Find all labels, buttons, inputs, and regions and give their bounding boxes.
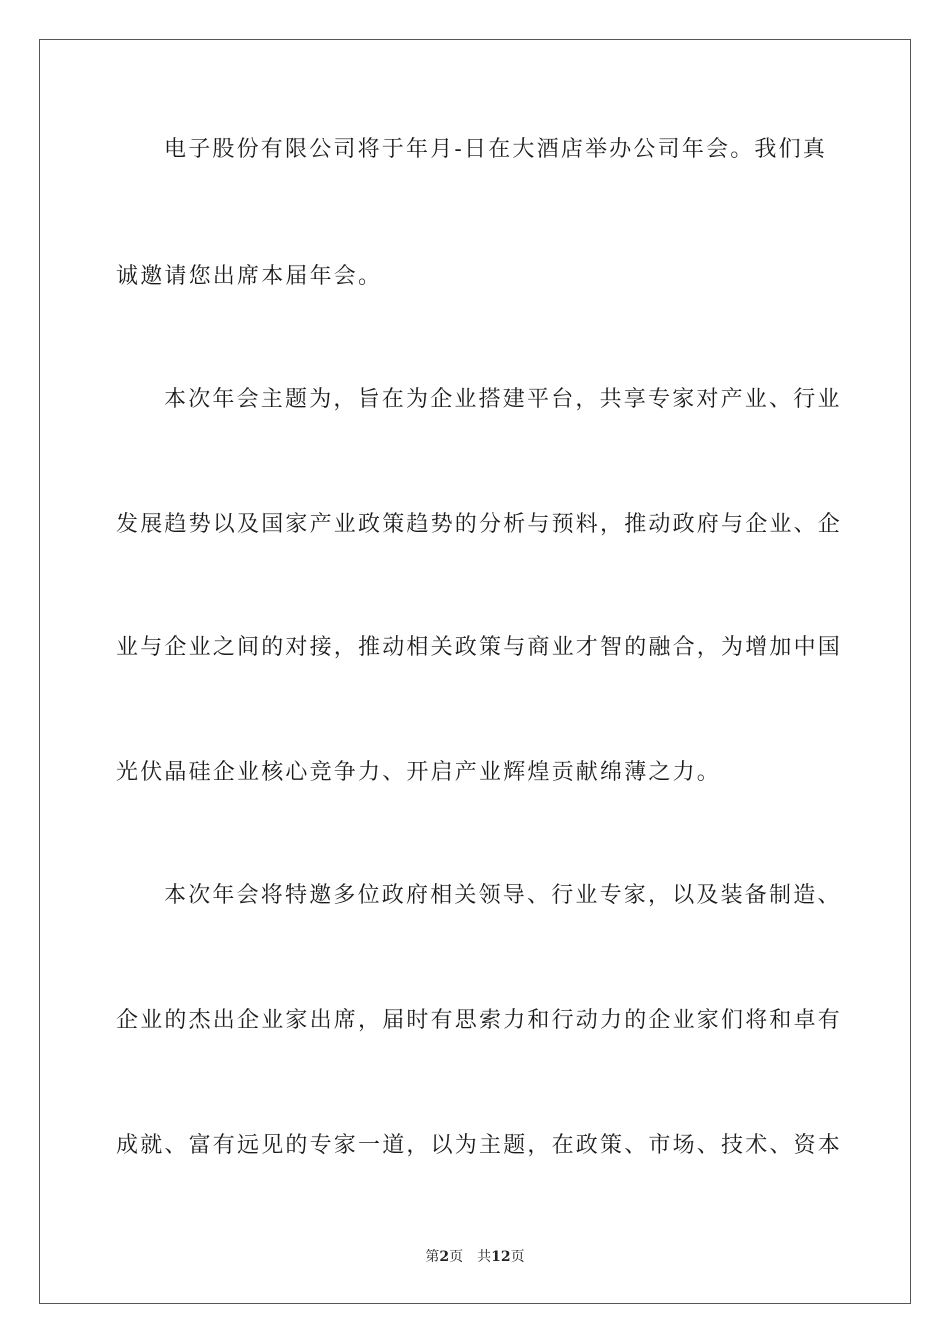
paragraph-1-line-2: 诚邀请您出席本届年会。	[116, 264, 383, 289]
paragraph-2-line-1: 本次年会主题为，旨在为企业搭建平台，共享专家对产业、行业	[164, 387, 842, 412]
total-prefix: 共	[477, 1249, 492, 1265]
paragraph-2-line-3: 业与企业之间的对接，推动相关政策与商业才智的融合，为增加中国	[116, 635, 843, 660]
total-pages-number: 12	[491, 1249, 511, 1265]
paragraph-2-line-4: 光伏晶硅企业核心竞争力、开启产业辉煌贡献绵薄之力。	[116, 760, 722, 785]
page-suffix: 页	[449, 1249, 464, 1265]
paragraph-3-line-1: 本次年会将特邀多位政府相关领导、行业专家，以及装备制造、	[164, 883, 842, 908]
total-suffix: 页	[510, 1249, 525, 1265]
page-border	[39, 39, 911, 1304]
page-footer	[0, 1247, 950, 1267]
paragraph-3-line-2: 企业的杰出企业家出席，届时有思索力和行动力的企业家们将和卓有	[116, 1008, 843, 1033]
current-page-number: 2	[439, 1249, 450, 1265]
page-prefix: 第	[425, 1249, 440, 1265]
paragraph-2-line-2: 发展趋势以及国家产业政策趋势的分析与预料，推动政府与企业、企	[116, 512, 843, 537]
paragraph-3-line-3: 成就、富有远见的专家一道，以为主题，在政策、市场、技术、资本	[116, 1133, 843, 1158]
paragraph-1-line-1: 电子股份有限公司将于年月-日在大酒店举办公司年会。我们真	[164, 137, 828, 162]
